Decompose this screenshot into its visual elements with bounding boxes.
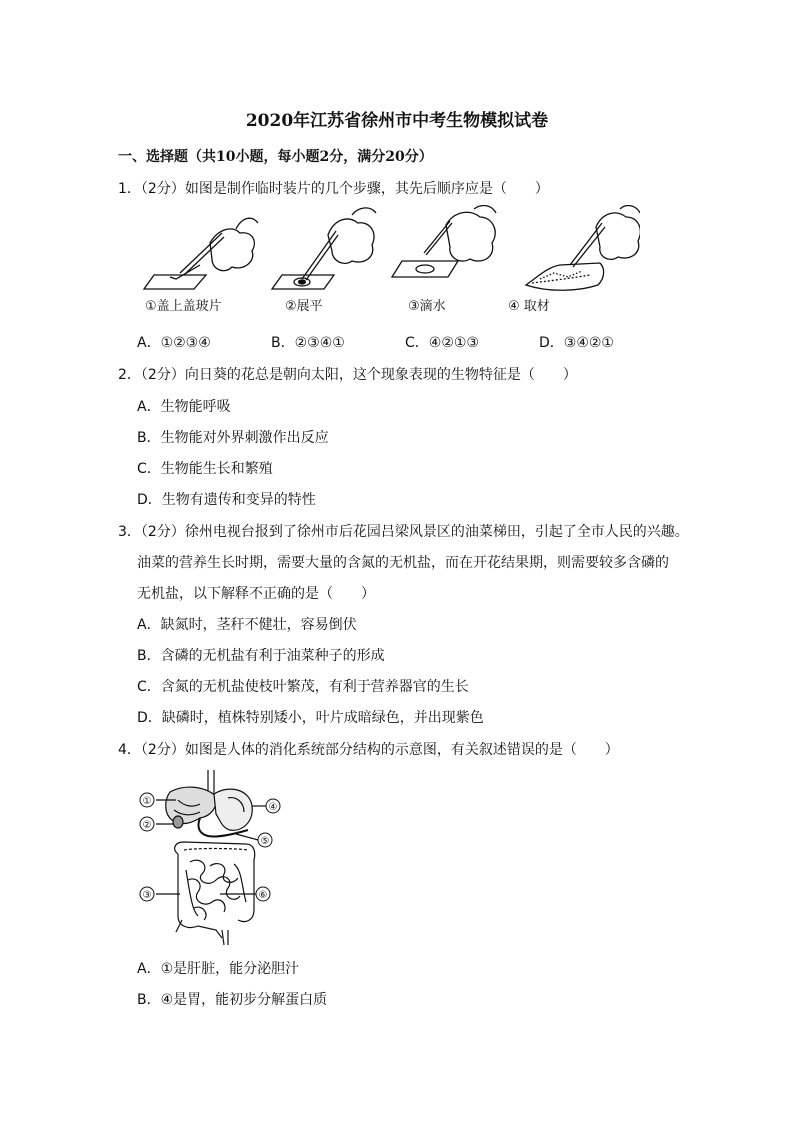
q4-option-a[interactable]: A．①是肝脏，能分泌胆汁 (137, 961, 300, 977)
q3-stem-line-2: 油菜的营养生长时期，需要大量的含氮的无机盐，而在开花结果期，则需要较多含磷的 (137, 555, 669, 571)
q1-option-b[interactable]: B．②③④① (271, 335, 345, 351)
organ-label-3: ③ (142, 890, 152, 901)
q1-options (137, 332, 673, 352)
q3-option-d[interactable]: D．缺磷时，植株特别矮小，叶片成暗绿色，并出现紫色 (137, 710, 484, 726)
digestive-system-figure (138, 770, 298, 945)
q4-stem: 4．（2分）如图是人体的消化系统部分结构的示意图，有关叙述错误的是（ ） (118, 742, 619, 758)
q1-option-a[interactable]: A．①②③④ (137, 335, 211, 351)
q1-option-c[interactable]: C．④②①③ (405, 335, 479, 351)
q1-caption-1: ①盖上盖玻片 (145, 299, 222, 314)
organ-label-2: ② (142, 820, 152, 831)
sampling-step-illustration (526, 206, 640, 291)
q3-option-c[interactable]: C．含氮的无机盐使枝叶繁茂，有利于营养器官的生长 (137, 679, 469, 695)
flatten-step-illustration (272, 208, 376, 289)
liver-shape (166, 787, 217, 824)
page-title: 2020年江苏省徐州市中考生物模拟试卷 (245, 111, 549, 131)
section-heading: 一、选择题（共10小题，每小题2分，满分20分） (118, 149, 433, 165)
cover-slip-step-illustration (144, 218, 258, 289)
q2-option-b[interactable]: B．生物能对外界刺激作出反应 (137, 430, 329, 446)
q3-stem-line-3: 无机盐，以下解释不正确的是（ ） (137, 586, 375, 602)
q1-caption-3: ③滴水 (408, 299, 446, 314)
large-intestine-shape (175, 842, 255, 938)
q1-caption-4: ④ 取材 (508, 299, 550, 314)
q3-stem-line-1: 3．（2分）徐州电视台报到了徐州市后花园吕梁风景区的油菜梯田，引起了全市人民的兴趣。 (118, 524, 689, 540)
q2-option-c[interactable]: C．生物能生长和繁殖 (137, 461, 273, 477)
q2-stem: 2．（2分）向日葵的花总是朝向太阳，这个现象表现的生物特征是（ ） (118, 367, 577, 383)
q2-option-a[interactable]: A．生物能呼吸 (137, 399, 231, 415)
organ-label-5: ⑤ (260, 836, 270, 847)
water-drop-step-illustration (392, 206, 496, 277)
stomach-shape (214, 789, 252, 830)
organ-label-4: ④ (268, 802, 278, 813)
q3-option-a[interactable]: A．缺氮时，茎秆不健壮，容易倒伏 (137, 617, 357, 633)
small-intestine-shape (186, 860, 246, 920)
q1-option-d[interactable]: D．③④②① (539, 335, 614, 351)
q2-option-d[interactable]: D．生物有遗传和变异的特性 (137, 492, 316, 508)
organ-label-6: ⑥ (258, 890, 268, 901)
q3-option-b[interactable]: B．含磷的无机盐有利于油菜种子的形成 (137, 648, 385, 664)
organ-label-1: ① (142, 796, 152, 807)
q4-option-b[interactable]: B．④是胃，能初步分解蛋白质 (137, 992, 328, 1008)
q1-caption-2: ②展平 (285, 299, 323, 314)
q1-stem: 1．（2分）如图是制作临时装片的几个步骤，其先后顺序应是（ ） (118, 181, 549, 197)
